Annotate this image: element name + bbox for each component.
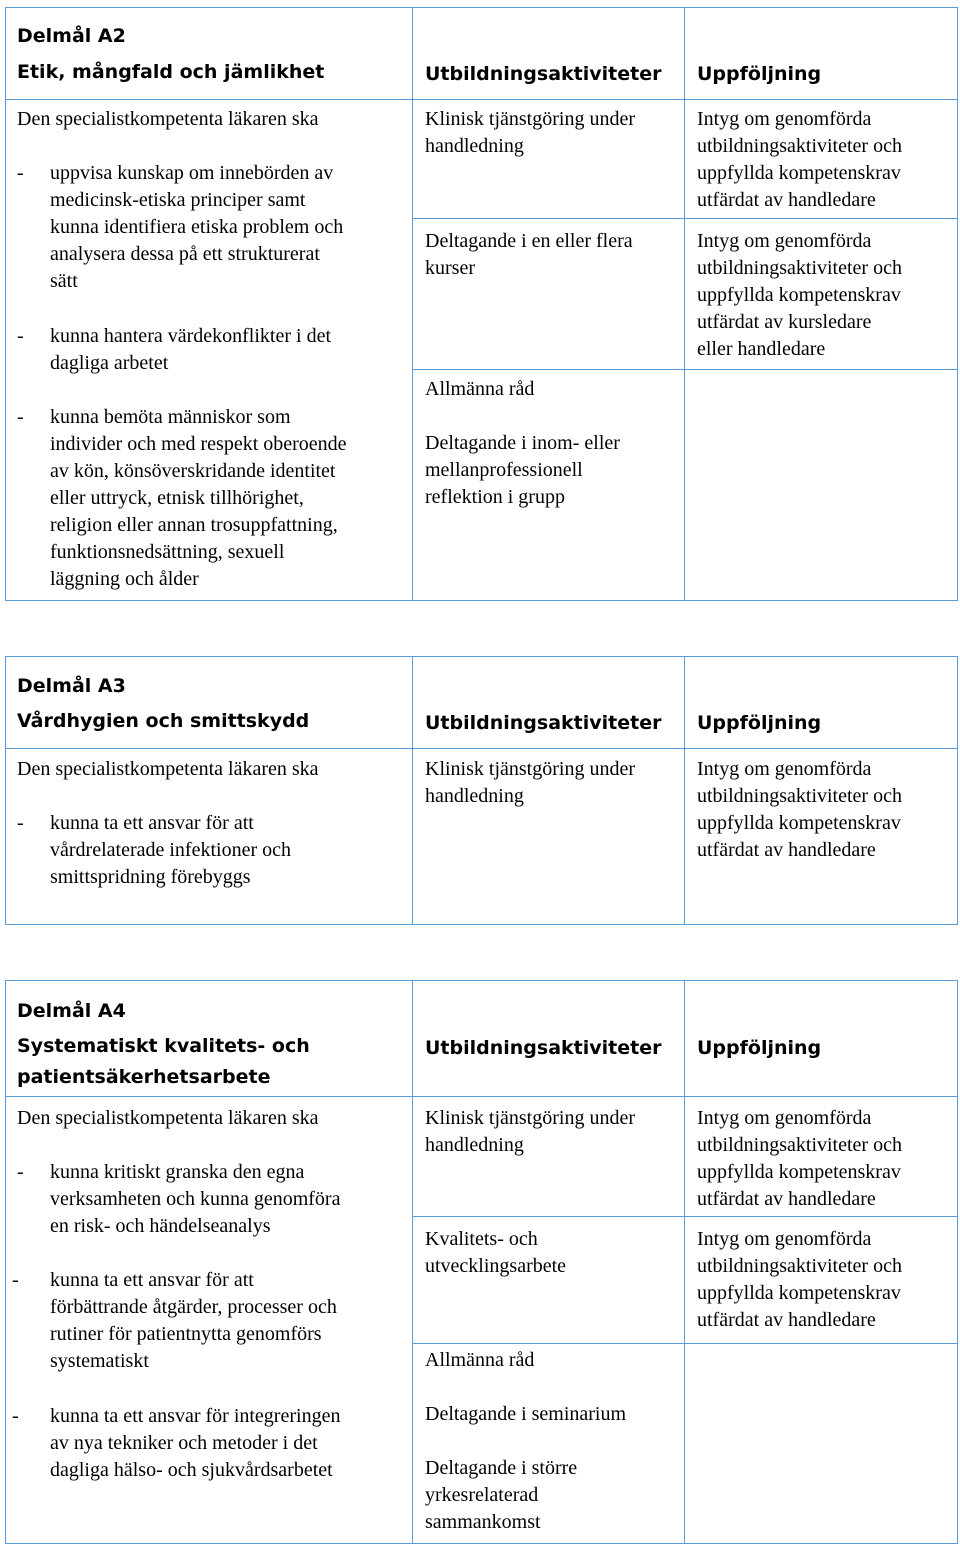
followup-header: Uppföljning <box>697 712 822 734</box>
section-title: Etik, mångfald och jämlikhet <box>17 61 325 83</box>
activity-item: Klinisk tjänstgöring under handledning <box>425 108 635 157</box>
activities-header: Utbildningsaktiviteter <box>425 712 662 734</box>
activity-item: Deltagande i en eller flera kurser <box>425 230 633 279</box>
goal-text: kunna ta ett ansvar för att förbättrande åtgärder, processer och rutiner för patientnytta genomförs systematiskt <box>50 1269 337 1372</box>
general-advice-label: Allmänna råd <box>425 1349 535 1371</box>
followup-item: Intyg om genomförda utbildningsaktiviteter och uppfyllda kompetenskrav utfärdat av handledare <box>697 758 902 861</box>
goal-text: kunna bemöta människor som individer och med respekt oberoende av kön, könsöverskridande identitet eller uttryck, etnisk tillhörighet, religion eller annan trosuppfattning, funktionsnedsättning, sexuell läggning och ålder <box>50 406 347 590</box>
goal-text: kunna hantera värdekonflikter i det dagliga arbetet <box>50 325 331 374</box>
goal-intro: Den specialistkompetenta läkaren ska <box>17 758 319 780</box>
general-advice-item: Deltagande i seminarium <box>425 1403 627 1425</box>
goal-text: kunna ta ett ansvar för att vårdrelaterade infektioner och smittspridning förebyggs <box>50 812 291 888</box>
followup-item: Intyg om genomförda utbildningsaktiviteter och uppfyllda kompetenskrav utfärdat av handledare <box>697 1107 902 1210</box>
section-title: Vårdhygien och smittskydd <box>17 710 310 732</box>
activity-item: Kvalitets- och utvecklingsarbete <box>425 1228 567 1277</box>
goal-intro: Den specialistkompetenta läkaren ska <box>17 1107 319 1129</box>
goal-text: kunna ta ett ansvar för integreringen av nya tekniker och metoder i det dagliga hälso- och sjukvårdsarbetet <box>50 1405 341 1481</box>
goal-text: uppvisa kunskap om innebörden av medicinsk-etiska principer samt kunna identifiera etiska problem och analysera dessa på ett strukturerat sätt <box>50 162 344 292</box>
general-advice-item: Deltagande i inom- eller mellanprofessionell reflektion i grupp <box>425 432 620 508</box>
followup-item: Intyg om genomförda utbildningsaktiviteter och uppfyllda kompetenskrav utfärdat av handledare <box>697 108 902 211</box>
goal-intro: Den specialistkompetenta läkaren ska <box>17 108 319 130</box>
followup-header: Uppföljning <box>697 63 822 85</box>
section-id: Delmål A3 <box>17 675 126 697</box>
followup-item: Intyg om genomförda utbildningsaktiviteter och uppfyllda kompetenskrav utfärdat av kursledare eller handledare <box>697 230 902 360</box>
activities-header: Utbildningsaktiviteter <box>425 1037 662 1059</box>
followup-header: Uppföljning <box>697 1037 822 1059</box>
section-id: Delmål A4 <box>17 1000 126 1022</box>
activities-header: Utbildningsaktiviteter <box>425 63 662 85</box>
activity-item: Klinisk tjänstgöring under handledning <box>425 758 635 807</box>
followup-item: Intyg om genomförda utbildningsaktiviteter och uppfyllda kompetenskrav utfärdat av handledare <box>697 1228 902 1331</box>
activity-item: Klinisk tjänstgöring under handledning <box>425 1107 635 1156</box>
goal-text: kunna kritiskt granska den egna verksamheten och kunna genomföra en risk- och händelseanalys <box>50 1161 341 1237</box>
general-advice-item: Deltagande i större yrkesrelaterad sammankomst <box>425 1457 578 1533</box>
general-advice-label: Allmänna råd <box>425 378 535 400</box>
section-title: Systematiskt kvalitets- och patientsäkerhetsarbete <box>17 1035 310 1088</box>
section-id: Delmål A2 <box>17 25 126 47</box>
